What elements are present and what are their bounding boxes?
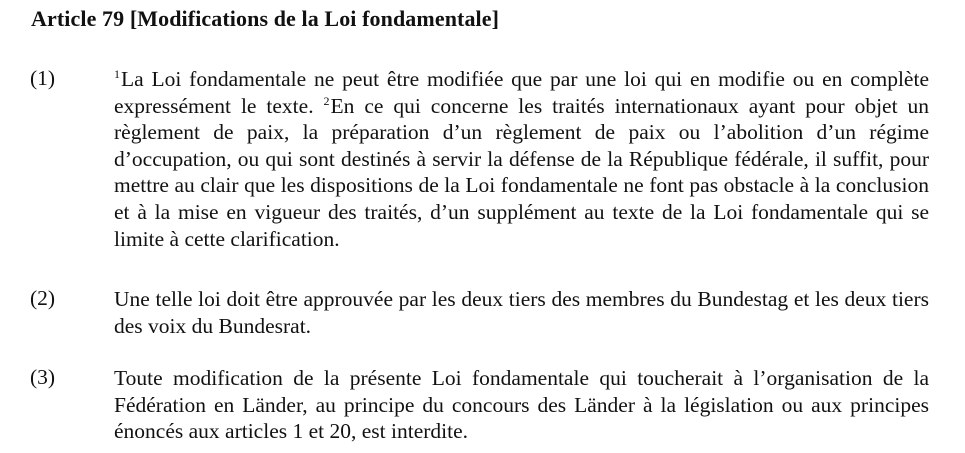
- paragraph-text: Toute modification de la présente Loi fondamentale qui toucherait à l’organisation de la Fédération en Länder, au principe du concours des Länder à la législation ou aux principes énoncés aux articles 1 et 20, est interdite.: [114, 366, 929, 444]
- sentence-number: 1: [114, 67, 120, 81]
- paragraph-number: (2): [30, 286, 56, 310]
- article-title: Article 79 [Modifications de la Loi fondamentale]: [31, 6, 500, 31]
- paragraph-text: Une telle loi doit être approuvée par les deux tiers des membres du Bundestag et les deux tiers des voix du Bundesrat.: [114, 287, 929, 338]
- sentence-text: En ce qui concerne les traités internationaux ayant pour objet un règlement de paix, la préparation d’un règlement de paix ou l’abolition d’un régime d’occupation, ou qui sont destinés à servir la défense de la République fédérale, il suffit, pour mettre au clair que les dispositions de la Loi fondamentale ne font pas obstacle à la conclusion et à la mise en vigueur des traités, d’un supplément au texte de la Loi fondamentale qui se limite à cette clarification.: [114, 93, 930, 251]
- paragraph-number: (1): [30, 66, 56, 90]
- paragraph-text: [114, 66, 929, 252]
- paragraph-number: (3): [30, 365, 56, 389]
- sentence-number: 2: [323, 93, 330, 108]
- sentence-text: La Loi fondamentale ne peut être modifiée que par une loi qui en modifie ou en complète expressément le texte.: [114, 67, 929, 118]
